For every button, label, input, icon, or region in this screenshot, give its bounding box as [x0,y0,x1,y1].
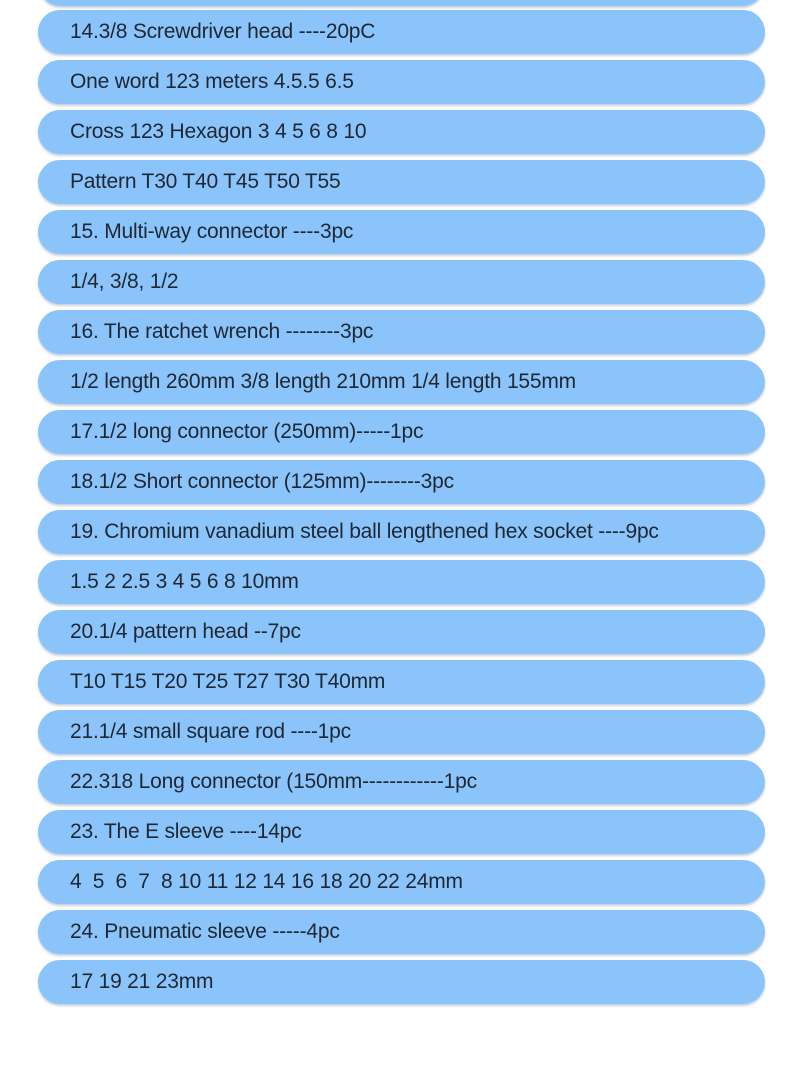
list-item [38,610,765,654]
list-item-text: Cross 123 Hexagon 3 4 5 6 8 10 [70,120,367,143]
list-item [38,410,765,454]
list-item [38,710,765,754]
list-item [38,760,765,804]
previous-row-edge [38,0,765,6]
list-item-text: 15. Multi-way connector ----3pc [70,220,354,243]
list-item [38,160,765,204]
spec-list [38,10,765,1010]
list-item-text: 22.318 Long connector (150mm------------1pc [70,770,477,793]
list-item-text: Pattern T30 T40 T45 T50 T55 [70,170,341,193]
list-item [38,960,765,1004]
list-item-text: 14.3/8 Screwdriver head ----20pC [70,20,376,43]
list-item [38,460,765,504]
list-item-text: 16. The ratchet wrench --------3pc [70,320,374,343]
list-item-text: 19. Chromium vanadium steel ball lengthened hex socket ----9pc [70,520,659,543]
list-item-text: 23. The E sleeve ----14pc [70,820,302,843]
list-item [38,560,765,604]
list-item-text: 17.1/2 long connector (250mm)-----1pc [70,420,424,443]
list-item [38,60,765,104]
list-item-text: 18.1/2 Short connector (125mm)--------3pc [70,470,454,493]
list-item-text: One word 123 meters 4.5.5 6.5 [70,70,354,93]
list-item [38,860,765,904]
list-item [38,210,765,254]
list-item-text: 1.5 2 2.5 3 4 5 6 8 10mm [70,570,299,593]
list-item [38,510,765,554]
list-item [38,260,765,304]
list-item [38,110,765,154]
list-item [38,660,765,704]
list-item-text: 20.1/4 pattern head --7pc [70,620,301,643]
list-item [38,910,765,954]
list-item-text: T10 T15 T20 T25 T27 T30 T40mm [70,670,386,693]
list-item-text: 17 19 21 23mm [70,970,214,993]
list-item [38,10,765,54]
list-item [38,310,765,354]
list-item-text: 1/2 length 260mm 3/8 length 210mm 1/4 length 155mm [70,370,576,393]
list-item [38,360,765,404]
list-item-text: 24. Pneumatic sleeve -----4pc [70,920,340,943]
list-item-text: 4 5 6 7 8 10 11 12 14 16 18 20 22 24mm [70,870,463,893]
list-item-text: 21.1/4 small square rod ----1pc [70,720,351,743]
list-item [38,810,765,854]
list-item-text: 1/4, 3/8, 1/2 [70,270,179,293]
